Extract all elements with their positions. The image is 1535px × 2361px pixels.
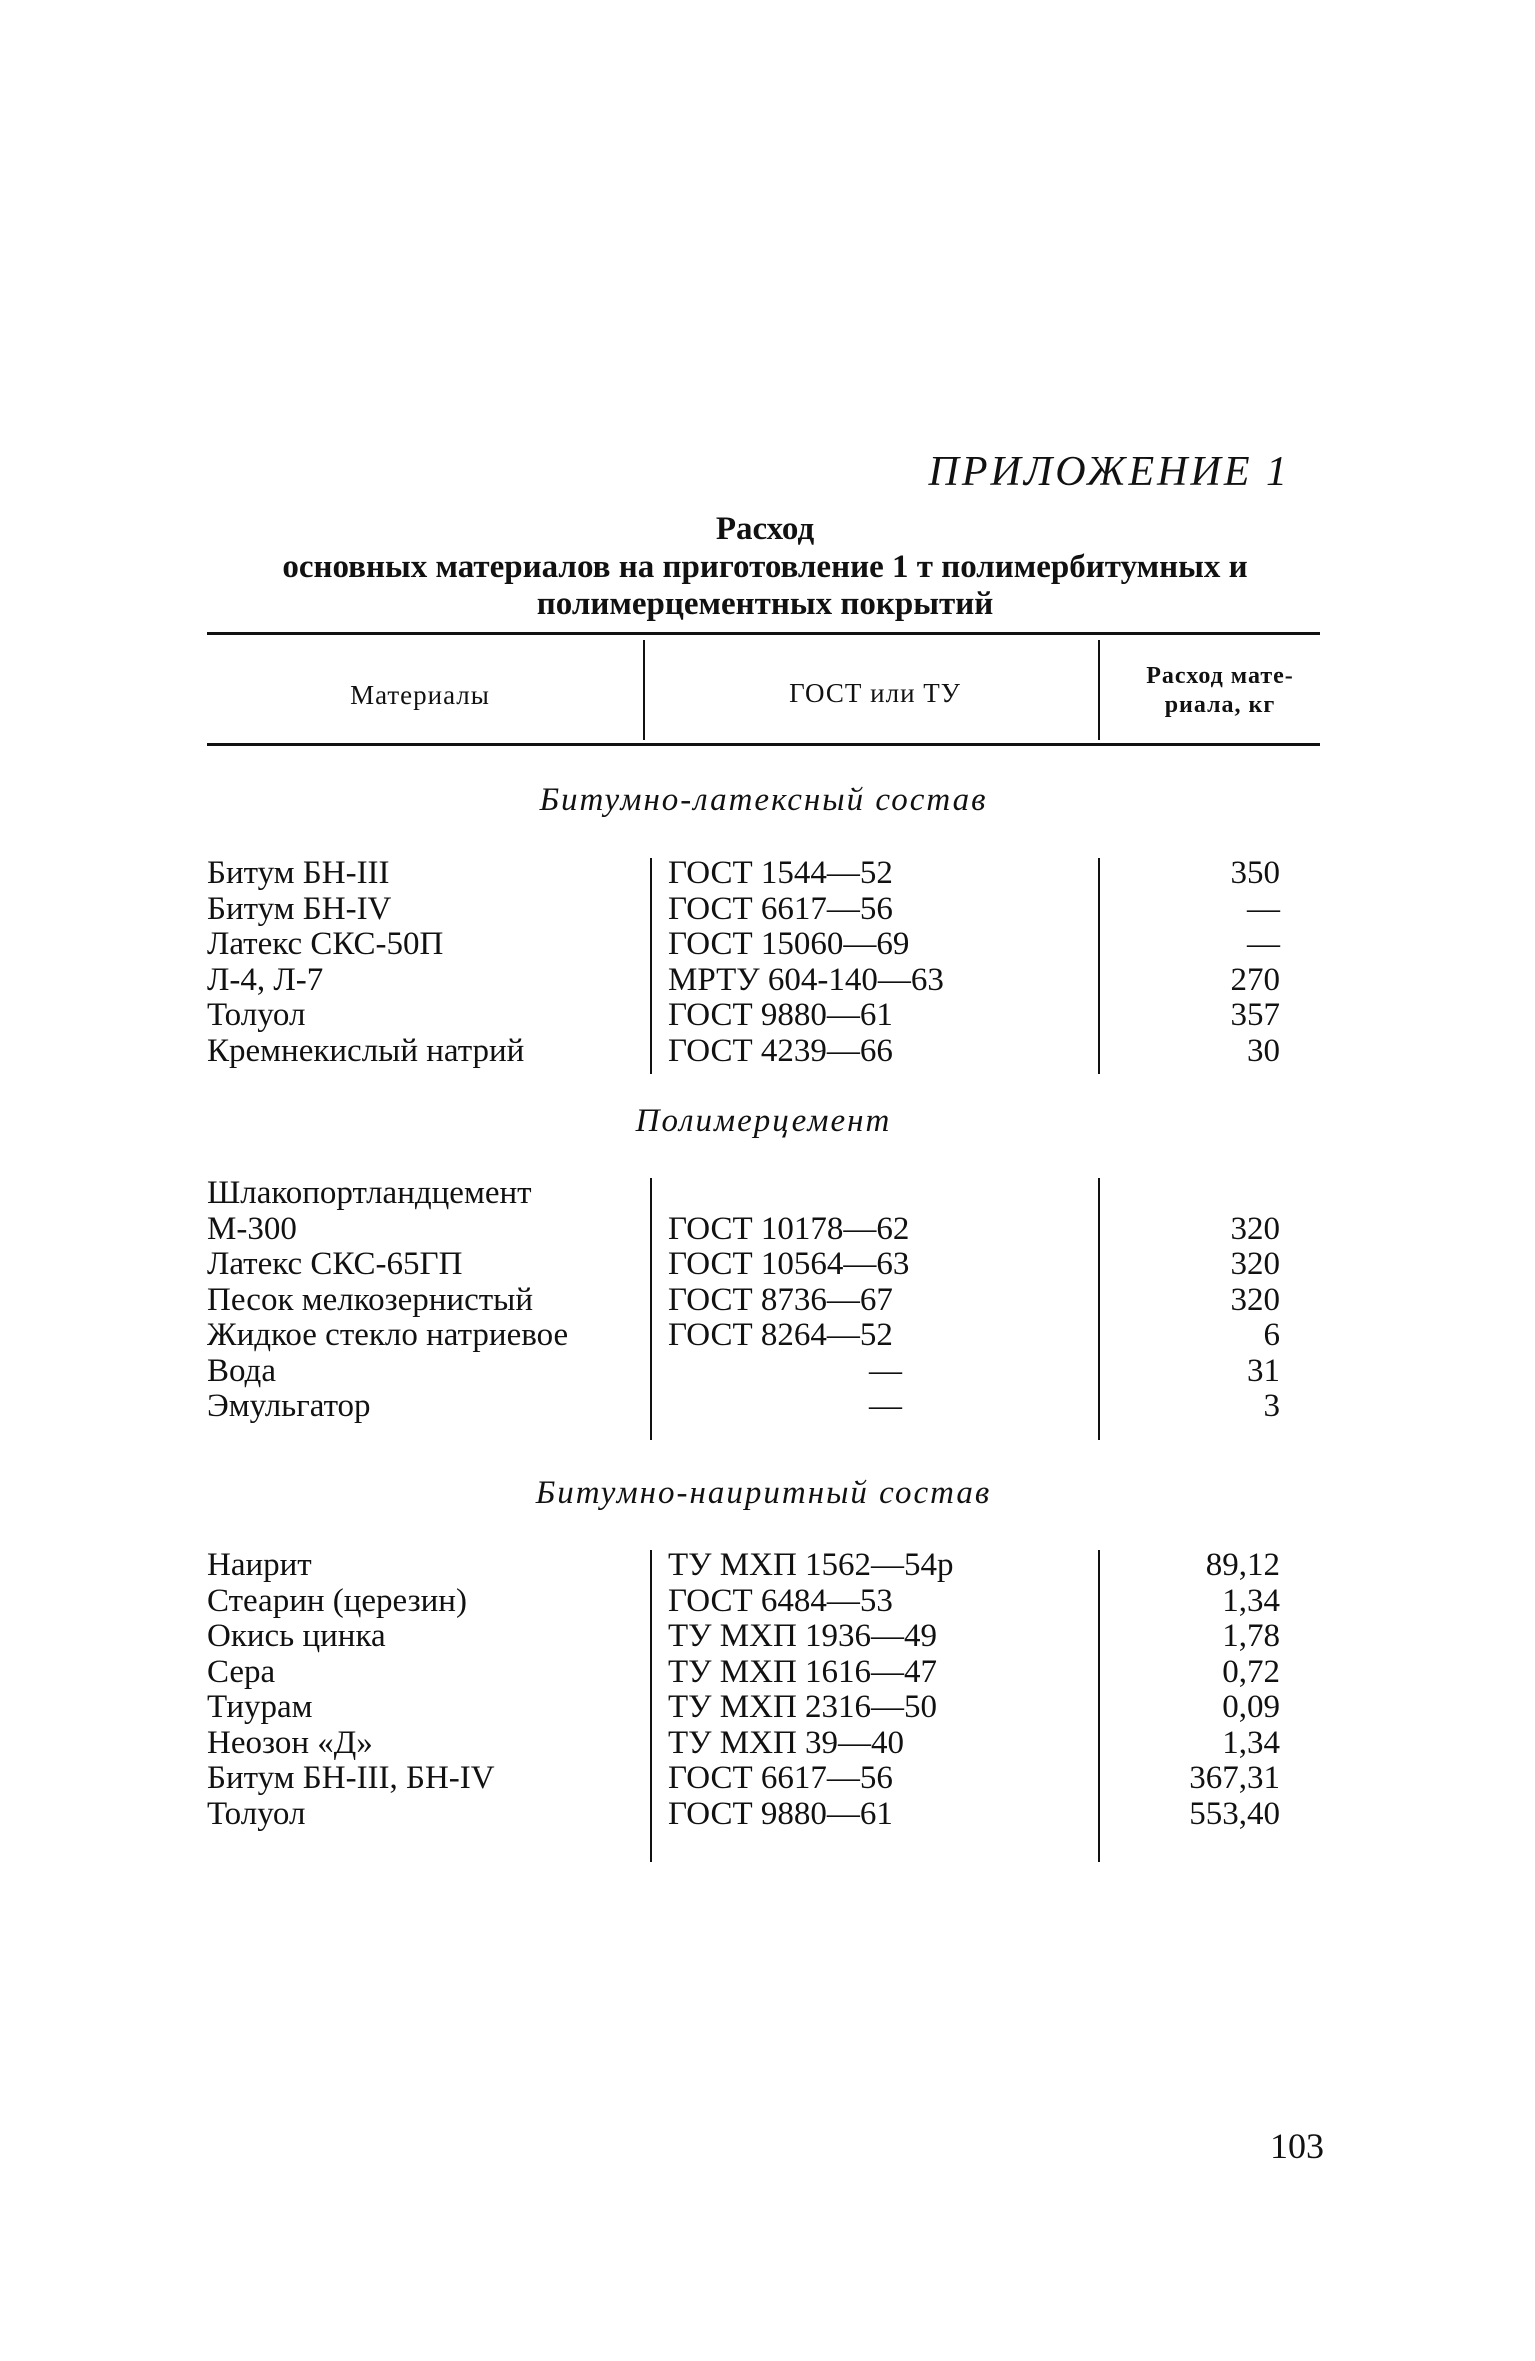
- cell-consumption: 367,31: [1189, 1760, 1280, 1796]
- cell-material: Латекс СКС-50П: [207, 926, 444, 962]
- cell-material: Стеарин (церезин): [207, 1582, 467, 1619]
- cell-consumption: 0,09: [1222, 1689, 1280, 1725]
- cell-gost: ГОСТ 1544—52: [668, 855, 893, 891]
- cell-material: Окись цинка: [207, 1618, 386, 1654]
- cell-consumption: 1,34: [1222, 1724, 1280, 1761]
- cell-material: Л-4, Л-7: [207, 961, 324, 998]
- header-consumption-line-2: риала, кг: [1164, 692, 1276, 718]
- cell-consumption: —: [1247, 890, 1280, 927]
- cell-material: Толуол: [207, 997, 306, 1033]
- cell-material: Толуол: [207, 1795, 306, 1832]
- cell-consumption: 1,34: [1222, 1582, 1280, 1619]
- cell-material: Песок мелкозернистый: [207, 1281, 533, 1318]
- cell-gost: ГОСТ 9880—61: [668, 997, 893, 1033]
- cell-gost: ГОСТ 10178—62: [668, 1210, 910, 1247]
- cell-gost: ТУ МХП 1616—47: [668, 1653, 938, 1690]
- appendix-label: ПРИЛОЖЕНИЕ 1: [928, 449, 1290, 495]
- cell-consumption: 3: [1263, 1388, 1280, 1424]
- cell-consumption: 0,72: [1222, 1653, 1280, 1690]
- title-line-3: полимерцементных покрытий: [536, 586, 994, 622]
- cell-gost: ГОСТ 10564—63: [668, 1246, 910, 1282]
- cell-gost: МРТУ 604-140—63: [668, 961, 944, 998]
- cell-consumption: 30: [1247, 1032, 1280, 1069]
- cell-material: Эмульгатор: [207, 1388, 371, 1424]
- cell-gost: ГОСТ 15060—69: [668, 926, 910, 962]
- cell-consumption: 357: [1230, 997, 1280, 1033]
- section-title: Битумно-наиритный состав: [535, 1475, 992, 1511]
- cell-consumption: 320: [1230, 1281, 1280, 1318]
- cell-consumption: 270: [1230, 961, 1280, 998]
- page-number: 103: [1270, 2126, 1324, 2166]
- cell-material: М-300: [207, 1210, 297, 1247]
- cell-gost: ТУ МХП 1936—49: [668, 1618, 938, 1654]
- column-divider-1: [650, 1550, 652, 1862]
- cell-material: Битум БН-IV: [207, 890, 392, 927]
- cell-consumption: 320: [1230, 1210, 1280, 1247]
- section-title: Полимерцемент: [635, 1103, 892, 1139]
- header-gost: ГОСТ или ТУ: [789, 678, 961, 708]
- cell-material: Сера: [207, 1653, 276, 1690]
- cell-material: Битум БН-III: [207, 855, 390, 891]
- cell-consumption: 31: [1247, 1352, 1280, 1389]
- cell-material: Тиурам: [207, 1689, 313, 1725]
- cell-consumption: 350: [1230, 855, 1280, 891]
- cell-gost: ТУ МХП 39—40: [668, 1724, 905, 1761]
- cell-gost: ГОСТ 9880—61: [668, 1795, 893, 1832]
- cell-gost: ТУ МХП 2316—50: [668, 1689, 938, 1725]
- cell-gost: ГОСТ 6484—53: [668, 1582, 893, 1619]
- cell-material: Кремнекислый натрий: [207, 1032, 525, 1069]
- header-divider-2: [1098, 640, 1100, 740]
- cell-gost: ТУ МХП 1562—54р: [668, 1547, 954, 1583]
- cell-gost: —: [869, 1388, 902, 1424]
- cell-gost: ГОСТ 6617—56: [668, 1760, 893, 1796]
- column-divider-1: [650, 1178, 652, 1440]
- title-line-1: Расход: [715, 511, 815, 547]
- cell-consumption: 1,78: [1222, 1618, 1280, 1654]
- cell-material: Шлакопортландцемент: [207, 1175, 532, 1211]
- cell-consumption: 320: [1230, 1246, 1280, 1282]
- cell-gost: ГОСТ 4239—66: [668, 1032, 893, 1069]
- cell-gost: ГОСТ 8736—67: [668, 1281, 893, 1318]
- cell-gost: ГОСТ 6617—56: [668, 890, 893, 927]
- cell-material: Неозон «Д»: [207, 1724, 373, 1761]
- header-divider-1: [643, 640, 645, 740]
- table-header-rule: [207, 743, 1320, 746]
- column-divider-1: [650, 858, 652, 1074]
- header-materials: Материалы: [350, 680, 490, 710]
- cell-consumption: 6: [1263, 1317, 1280, 1353]
- cell-gost: ГОСТ 8264—52: [668, 1317, 893, 1353]
- title-line-2: основных материалов на приготовление 1 т полимербитумных и: [282, 549, 1248, 585]
- table-top-rule: [207, 632, 1320, 635]
- cell-gost: —: [869, 1352, 902, 1389]
- cell-consumption: —: [1247, 926, 1280, 962]
- header-consumption-line-1: Расход мате-: [1146, 663, 1294, 689]
- cell-material: Наирит: [207, 1547, 312, 1583]
- cell-consumption: 89,12: [1205, 1547, 1280, 1583]
- cell-consumption: 553,40: [1189, 1795, 1280, 1832]
- cell-material: Жидкое стекло натриевое: [207, 1317, 569, 1353]
- cell-material: Вода: [207, 1352, 276, 1389]
- cell-material: Битум БН-III, БН-IV: [207, 1760, 495, 1796]
- cell-material: Латекс СКС-65ГП: [207, 1246, 463, 1282]
- section-title: Битумно-латексный состав: [539, 782, 988, 818]
- header-consumption: [1110, 662, 1330, 720]
